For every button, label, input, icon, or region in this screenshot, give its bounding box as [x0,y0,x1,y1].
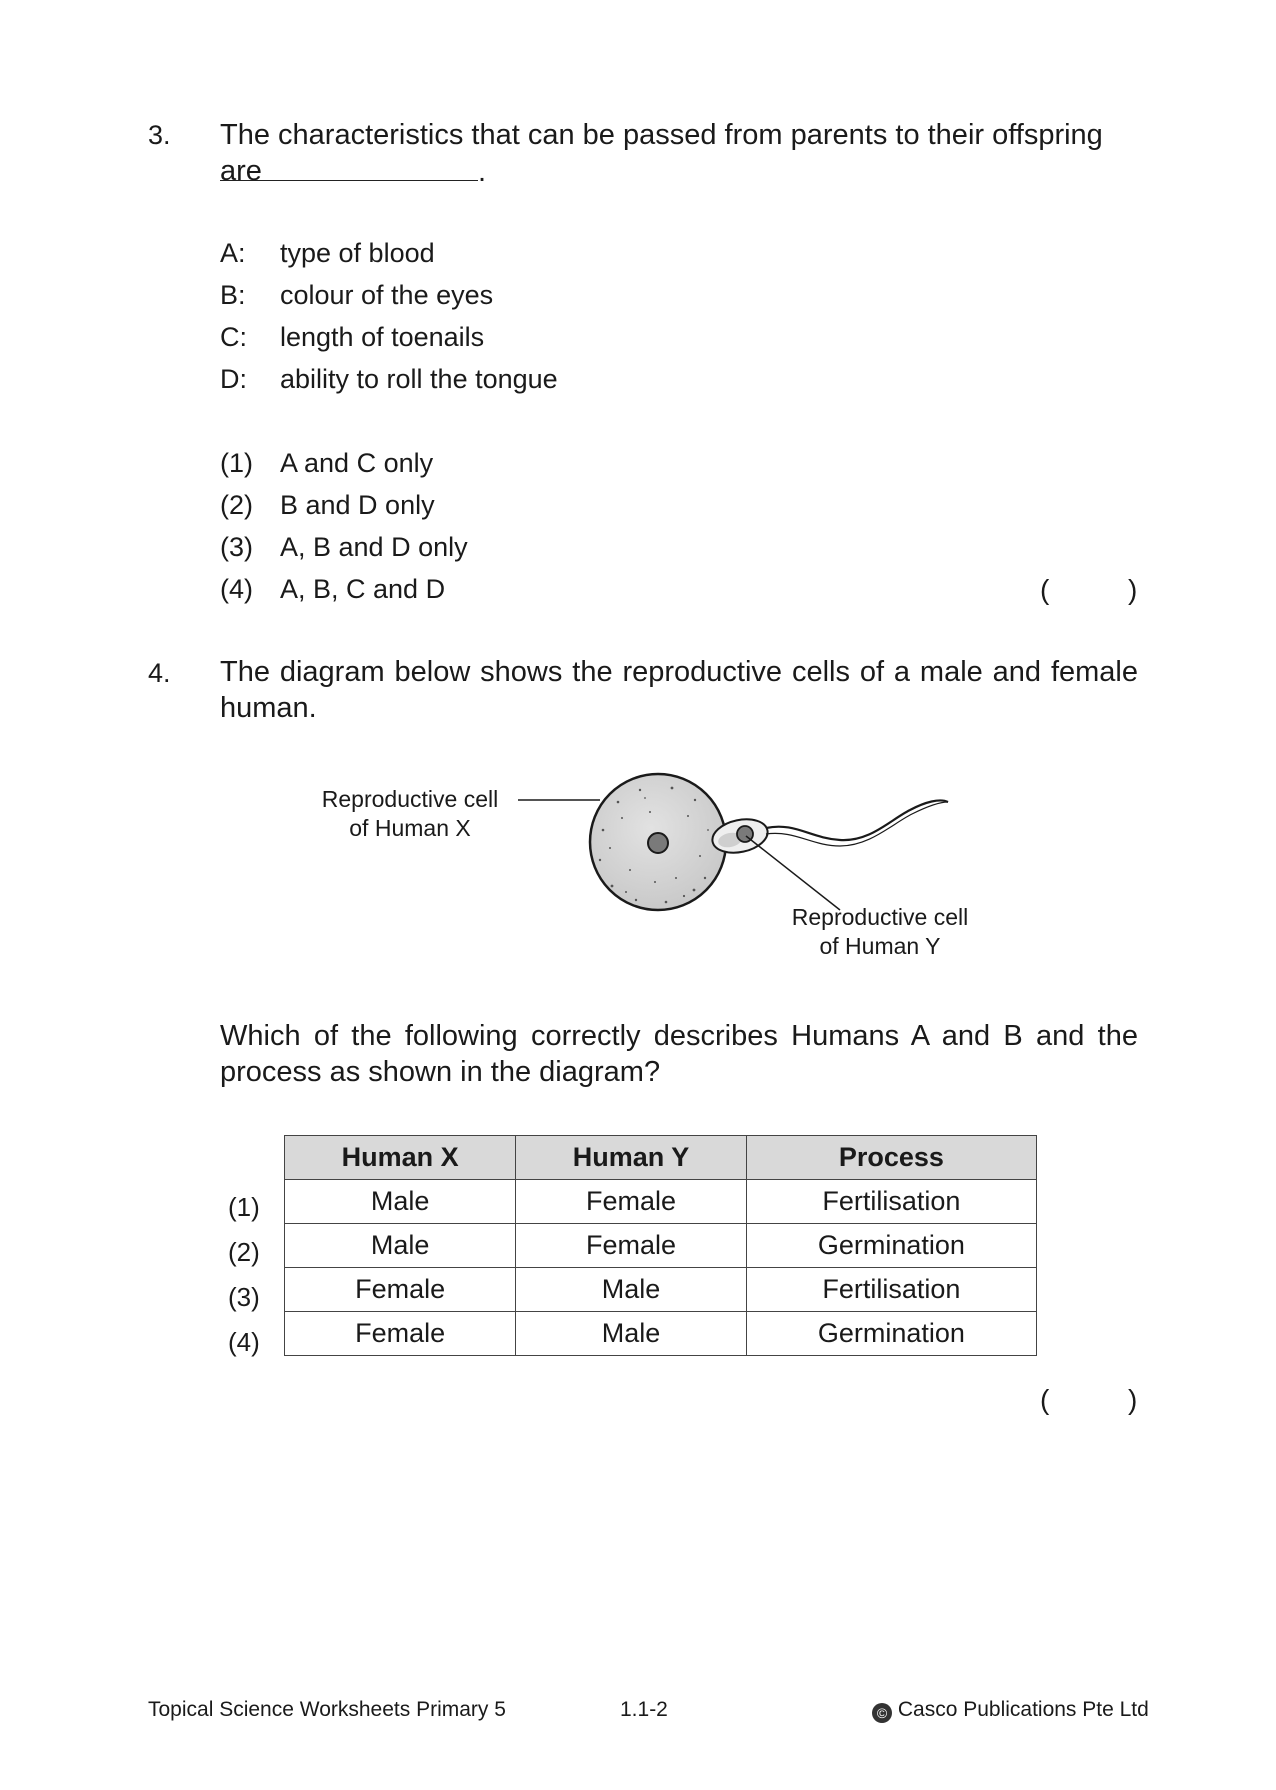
answer-bracket-q3[interactable] [1040,574,1140,610]
question-4-prompt: Which of the following correctly describes Humans A and B and the process as shown in the diagram? [220,1020,1138,1088]
table-cell: Female [516,1224,746,1268]
label-human-y [770,903,990,961]
label-y-pointer [746,836,840,910]
table-cell: Germination [746,1224,1036,1268]
header-human-y: Human Y [516,1136,746,1180]
table-header-row [285,1136,1037,1180]
copyright-icon: © [872,1703,892,1723]
statement-text: length of toenails [280,322,485,352]
table-cell: Female [285,1312,516,1356]
option-text: A, B, C and D [280,574,446,604]
table-cell: Male [516,1268,746,1312]
answer-options-table [284,1135,1037,1356]
open-bracket: ( [1040,1384,1050,1415]
label-x-line-1: Reproductive cell [321,786,499,812]
statement-letter: C: [220,322,247,352]
table-cell: Male [516,1312,746,1356]
table-row [285,1312,1037,1356]
label-x-line-2: of Human X [349,815,471,841]
statement-text: ability to roll the tongue [280,364,558,394]
option-text: A and C only [280,448,434,478]
publisher-name: Casco Publications Pte Ltd [897,1698,1149,1721]
option-number: (2) [220,490,253,520]
table-cell: Fertilisation [746,1180,1036,1224]
label-y-line-1: Reproductive cell [791,904,969,930]
option-number: (3) [220,532,253,562]
label-y-line-2: of Human Y [819,933,941,959]
statement-text: colour of the eyes [280,280,494,310]
table-cell: Female [285,1268,516,1312]
sperm-tail [766,800,948,840]
question-3-stem: The characteristics that can be passed from parents to their offspring are [220,119,1103,187]
statement-text: type of blood [280,238,435,268]
table-cell: Female [516,1180,746,1224]
table-row [285,1180,1037,1224]
header-human-x: Human X [285,1136,516,1180]
row-label-3: (3) [228,1282,260,1312]
footer-publisher [872,1698,1149,1723]
footer-page-number: 1.1-2 [620,1698,668,1721]
label-human-x [300,785,520,843]
option-text: B and D only [280,490,435,520]
question-3-number: 3. [148,120,171,150]
open-bracket: ( [1040,574,1050,605]
answer-blank-line [220,180,478,181]
footer-book-title: Topical Science Worksheets Primary 5 [148,1698,506,1721]
statement-letter: B: [220,280,246,310]
table-cell: Male [285,1224,516,1268]
table-cell: Fertilisation [746,1268,1036,1312]
option-number: (4) [220,574,253,604]
row-label-4: (4) [228,1327,260,1357]
header-process: Process [746,1136,1036,1180]
statement-letter: D: [220,364,247,394]
close-bracket: ) [1128,574,1138,605]
question-4-number: 4. [148,658,171,688]
row-label-1: (1) [228,1192,260,1222]
table-cell: Male [285,1180,516,1224]
option-number: (1) [220,448,253,478]
option-text: A, B and D only [280,532,468,562]
answer-bracket-q4[interactable] [1040,1384,1140,1420]
table-cell: Germination [746,1312,1036,1356]
table-row [285,1224,1037,1268]
close-bracket: ) [1128,1384,1138,1415]
question-4-stem: The diagram below shows the reproductive cells of a male and female human. [220,656,1138,724]
blank-end-period: . [478,156,487,188]
statement-letter: A: [220,238,246,268]
egg-nucleus [648,833,668,853]
row-label-2: (2) [228,1237,260,1267]
table-row [285,1268,1037,1312]
